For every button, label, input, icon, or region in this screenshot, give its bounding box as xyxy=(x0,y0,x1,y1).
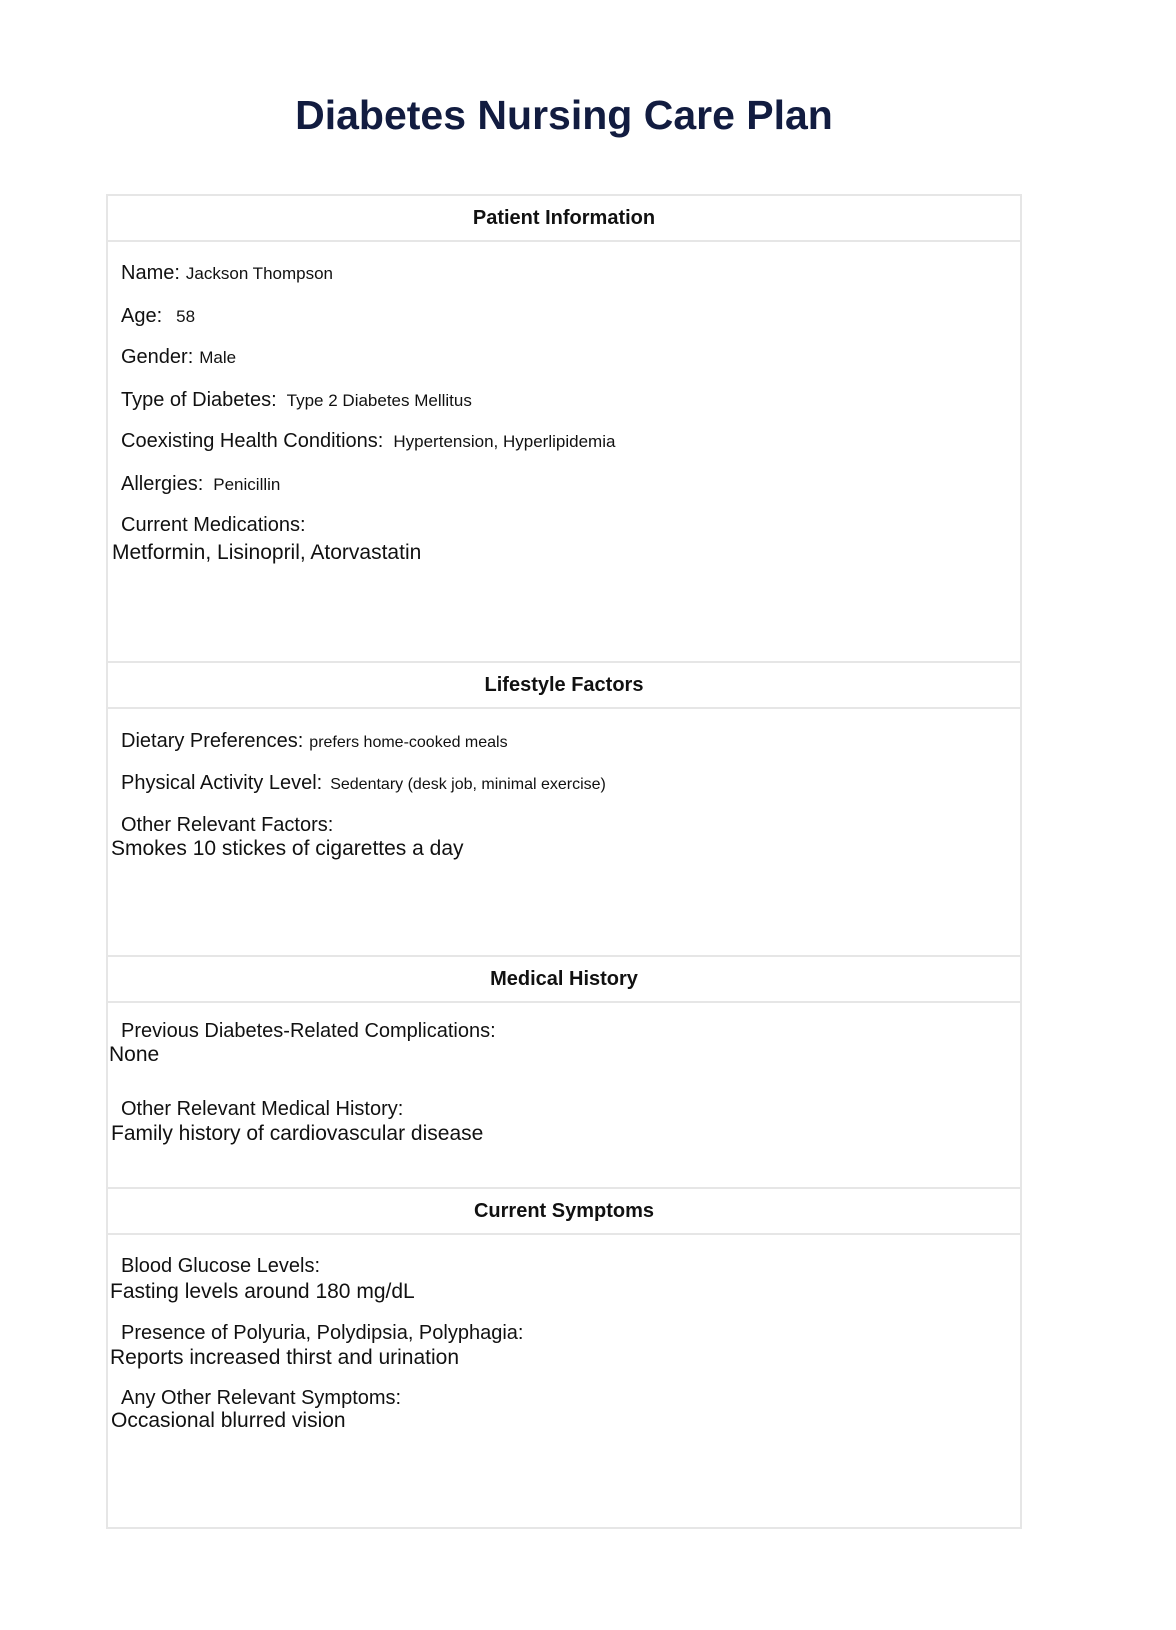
section-header-lifestyle: Lifestyle Factors xyxy=(106,661,1022,709)
age-row xyxy=(121,305,195,328)
activity-label: Physical Activity Level: xyxy=(121,772,323,794)
coexisting-value: Hypertension, Hyperlipidemia xyxy=(393,432,616,451)
diet-value: prefers home-cooked meals xyxy=(309,734,508,751)
medical-history-label: Other Relevant Medical History: xyxy=(121,1098,404,1120)
diet-label: Dietary Preferences: xyxy=(121,730,304,752)
complications-value: None xyxy=(109,1043,160,1066)
gender-value: Male xyxy=(199,348,237,367)
diabetes-type-value: Type 2 Diabetes Mellitus xyxy=(286,391,472,410)
gender-label: Gender: xyxy=(121,346,194,368)
poly-value: Reports increased thirst and urination xyxy=(110,1346,460,1369)
activity-value: Sedentary (desk job, minimal exercise) xyxy=(330,776,606,793)
allergies-value: Penicillin xyxy=(213,475,281,494)
gender-row xyxy=(121,346,236,369)
medical-history-value: Family history of cardiovascular disease xyxy=(111,1122,484,1145)
diabetes-type-row xyxy=(121,389,472,412)
other-symptoms-value: Occasional blurred vision xyxy=(111,1409,346,1432)
name-value: Jackson Thompson xyxy=(185,264,334,283)
activity-row xyxy=(121,772,606,795)
name-row xyxy=(121,262,333,285)
section-header-symptoms: Current Symptoms xyxy=(106,1187,1022,1235)
medications-label: Current Medications: xyxy=(121,514,306,536)
section-header-history: Medical History xyxy=(106,955,1022,1003)
allergies-row xyxy=(121,473,280,496)
section-header-patient: Patient Information xyxy=(106,194,1022,242)
medications-value: Metformin, Lisinopril, Atorvastatin xyxy=(112,541,422,564)
age-value: 58 xyxy=(176,307,196,326)
coexisting-row xyxy=(121,430,615,453)
allergies-label: Allergies: xyxy=(121,473,204,495)
other-factors-value: Smokes 10 stickes of cigarettes a day xyxy=(111,837,464,860)
complications-label: Previous Diabetes-Related Complications: xyxy=(121,1020,496,1042)
page-title: Diabetes Nursing Care Plan xyxy=(295,92,833,138)
poly-label: Presence of Polyuria, Polydipsia, Polyphagia: xyxy=(121,1322,524,1344)
age-label: Age: xyxy=(121,305,163,327)
other-factors-label: Other Relevant Factors: xyxy=(121,814,334,836)
glucose-label: Blood Glucose Levels: xyxy=(121,1255,321,1277)
coexisting-label: Coexisting Health Conditions: xyxy=(121,430,384,452)
diabetes-type-label: Type of Diabetes: xyxy=(121,389,277,411)
diet-row xyxy=(121,730,508,753)
name-label: Name: xyxy=(121,262,180,284)
other-symptoms-label: Any Other Relevant Symptoms: xyxy=(121,1387,402,1409)
glucose-value: Fasting levels around 180 mg/dL xyxy=(110,1280,415,1303)
